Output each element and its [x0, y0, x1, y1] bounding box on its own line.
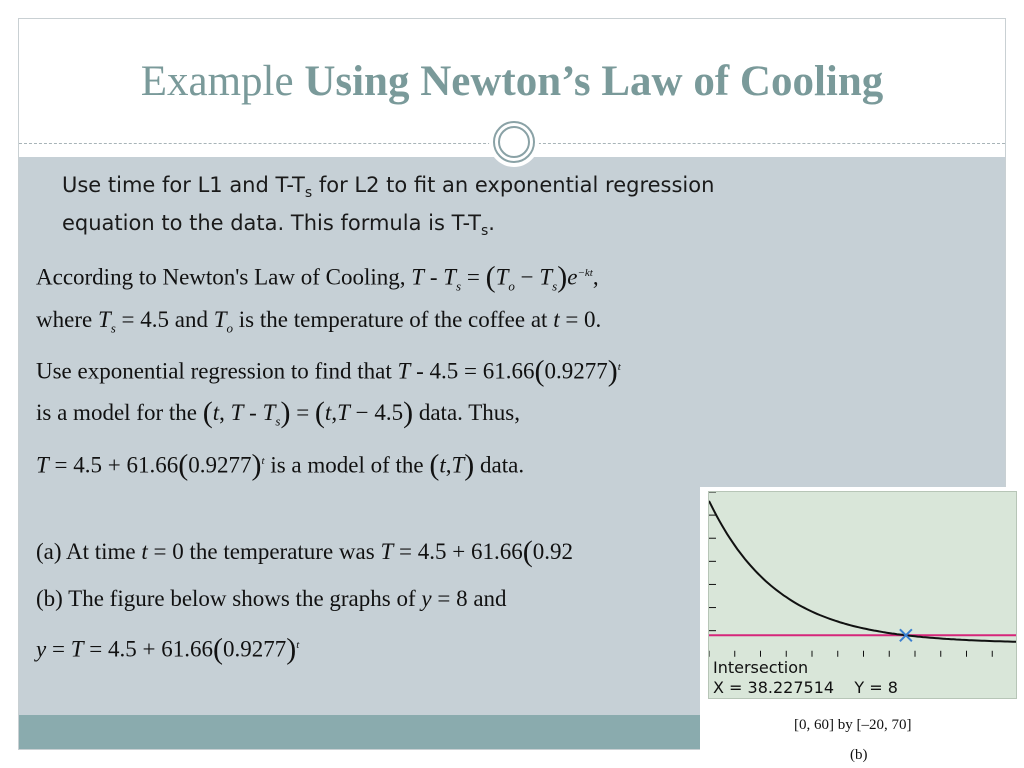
part-b-function-line: $y = T = 4.5 + 61.66(0.9277)^t$ — [36, 632, 300, 666]
title-bold: Using Newton’s Law of Cooling — [304, 58, 884, 105]
slide-title — [19, 57, 1005, 106]
intro-text: Use time for L1 and $T-T_s$ for L2 to fit an exponential regression equation to the data. This formula is $T-T_s$. — [62, 173, 715, 240]
newton-law-line: According to Newton's Law of Cooling, $T - T_s = (T_o - T_s)e^{-kt}$, — [36, 260, 599, 294]
window-caption: [0, 60] by [–20, 70] — [794, 717, 912, 733]
y-readout: Y = 8 — [854, 678, 898, 697]
part-b-line: (b) The figure below shows the graphs of y = 8 and — [36, 586, 507, 611]
x-readout: X = 38.227514 — [713, 678, 835, 697]
model-line: is a model for the (t, $T - T_s) = (t,T - 4.5)$ data. Thus, — [36, 396, 520, 429]
regression-line: Use exponential regression to find that $T - 4.5 = 61.66(0.9277)^t$ — [36, 354, 621, 388]
panel-label: (b) — [850, 747, 868, 763]
intersection-label: Intersection — [713, 658, 809, 677]
calculator-screen — [708, 491, 1017, 699]
cooling-curve — [709, 501, 1017, 642]
divider-circle-ornament — [489, 117, 539, 167]
calculator-figure — [700, 487, 1024, 768]
part-a-line: (a) At time t = 0 the temperature was T = 4.5 + 61.66(0.92 — [36, 535, 573, 568]
title-lead: Example — [140, 58, 294, 105]
definition-line: where $T_s = 4.5$ and $T_o$ is the temperature of the coffee at t = 0. — [36, 307, 602, 336]
result-model-line: $T = 4.5 + 61.66(0.9277)^t$ is a model of the (t,T) data. — [36, 448, 525, 482]
intersection-readout — [713, 658, 898, 698]
